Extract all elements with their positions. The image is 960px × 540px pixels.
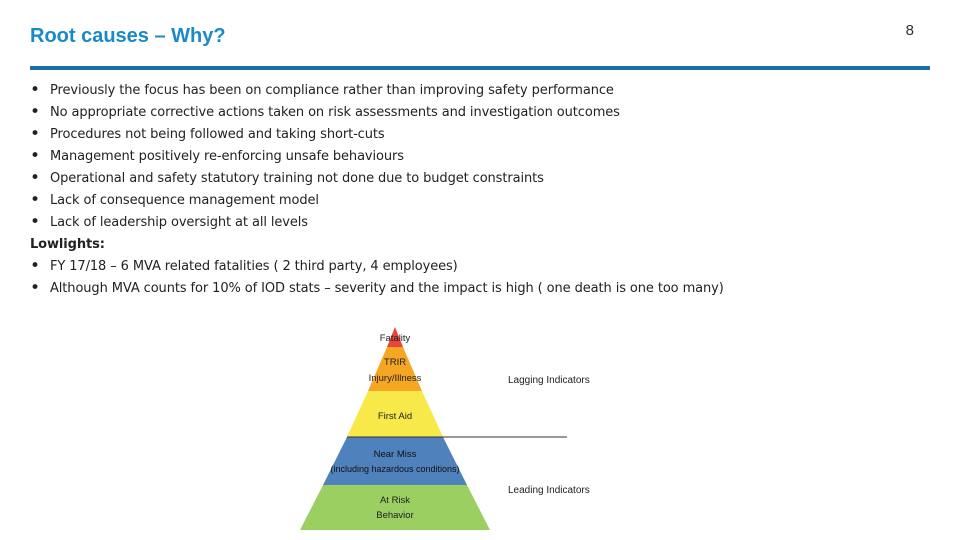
list-item: • FY 17/18 – 6 MVA related fatalities ( 2 third party, 4 employees) [30,256,458,276]
list-item: • Management positively re-enforcing unsafe behaviours [30,146,404,166]
safety-pyramid-diagram [295,325,615,535]
lowlights-heading: Lowlights: [30,237,105,252]
bullet-icon: • [30,146,40,166]
pyramid-label-injury: Injury/Illness [368,373,422,384]
bullet-icon: • [30,168,40,188]
list-item: • Lack of leadership oversight at all levels [30,212,308,232]
bullet-icon: • [30,190,40,210]
list-item: • Although MVA counts for 10% of IOD stats – severity and the impact is high ( one death is one too many) [30,278,724,298]
pyramid-label-behavior: Behavior [376,510,414,521]
pyramid-label-hazardous: (including hazardous conditions) [330,464,460,474]
bullet-icon: • [30,80,40,100]
bullet-icon: • [30,124,40,144]
pyramid-level-at-risk [300,485,490,530]
pyramid-level-trir [368,347,422,391]
page-number: 8 [905,22,914,39]
bullet-icon: • [30,212,40,232]
root-cause-list [30,80,930,234]
list-item: • Previously the focus has been on compliance rather than improving safety performance [30,80,614,100]
lowlights-list [30,256,930,300]
slide-title: Root causes – Why? [30,25,226,47]
list-item: • Lack of consequence management model [30,190,319,210]
pyramid-label-at-risk: At Risk [379,495,411,506]
bullet-icon: • [30,256,40,276]
lagging-indicators-label: Lagging Indicators [508,375,590,386]
slide-body [30,80,930,300]
list-item: • Procedures not being followed and taking short-cuts [30,124,385,144]
leading-indicators-label: Leading Indicators [508,485,590,496]
title-divider [30,66,930,70]
pyramid-level-near-miss [323,437,467,485]
pyramid-label-near-miss: Near Miss [373,449,417,460]
bullet-icon: • [30,278,40,298]
list-item: • No appropriate corrective actions taken on risk assessments and investigation outcomes [30,102,620,122]
bullet-icon: • [30,102,40,122]
pyramid-label-first-aid: First Aid [377,411,413,422]
pyramid-label-trir: TRIR [383,357,407,368]
list-item: • Operational and safety statutory training not done due to budget constraints [30,168,544,188]
pyramid-label-fatality: Fatality [379,333,411,344]
